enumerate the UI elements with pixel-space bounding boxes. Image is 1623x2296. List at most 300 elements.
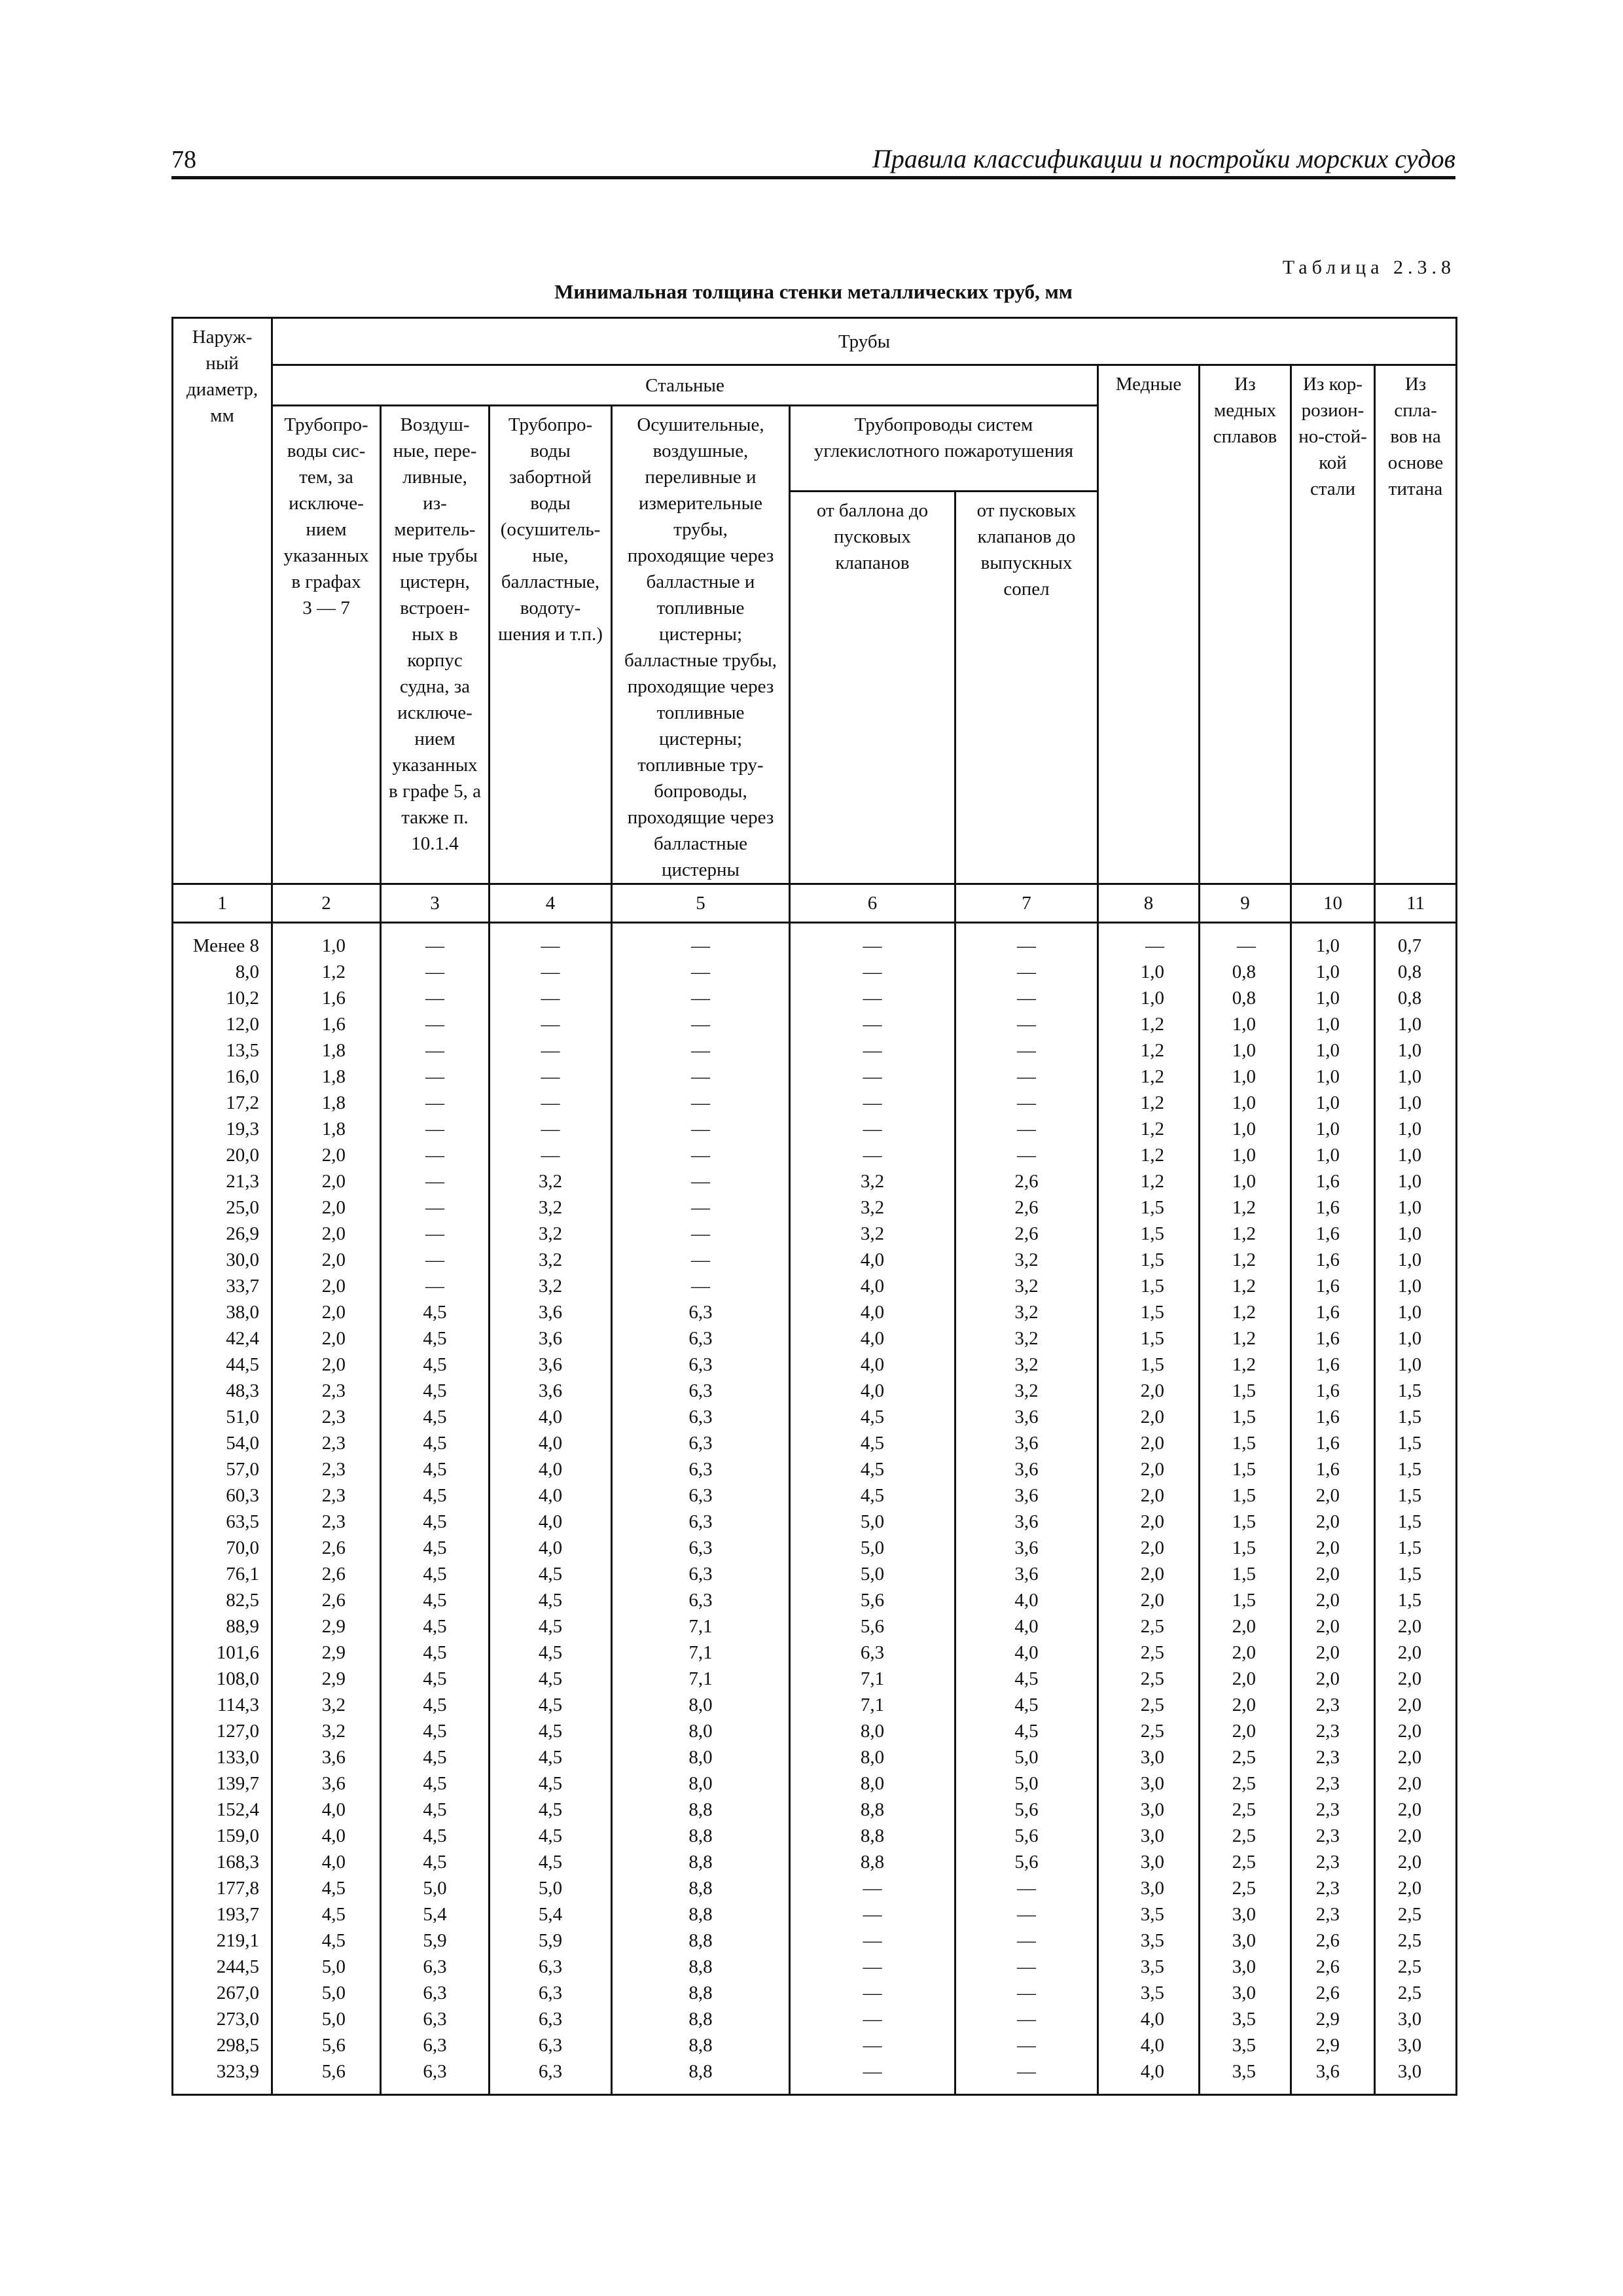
cell-thickness: 1,6 — [1291, 1221, 1375, 1247]
cell-thickness: 4,5 — [490, 1718, 612, 1744]
cell-thickness: 1,5 — [1098, 1352, 1200, 1378]
cell-diameter: 38,0 — [173, 1299, 272, 1325]
cell-thickness: — — [955, 1901, 1098, 1928]
cell-thickness: 1,2 — [1098, 1168, 1200, 1194]
cell-thickness: 1,5 — [1098, 1299, 1200, 1325]
cell-thickness: 1,0 — [1375, 1221, 1457, 1247]
cell-thickness: 2,0 — [1375, 1666, 1457, 1692]
header-line: топливные тру- — [637, 755, 764, 776]
cell-thickness: 1,0 — [1291, 1011, 1375, 1037]
cell-thickness: 4,5 — [381, 1430, 490, 1456]
cell-diameter: 168,3 — [173, 1849, 272, 1875]
cell-thickness: 3,2 — [790, 1194, 955, 1221]
cell-thickness: — — [790, 1090, 955, 1116]
cell-thickness: 3,2 — [955, 1299, 1098, 1325]
cell-thickness: 7,1 — [790, 1692, 955, 1718]
cell-thickness: 5,6 — [272, 2058, 381, 2095]
cell-thickness: 4,5 — [381, 1535, 490, 1561]
cell-thickness: 1,2 — [1098, 1116, 1200, 1142]
table-row — [173, 923, 1457, 960]
cell-diameter: 26,9 — [173, 1221, 272, 1247]
cell-diameter: 25,0 — [173, 1194, 272, 1221]
cell-thickness: 8,8 — [612, 2032, 790, 2058]
cell-thickness: 2,0 — [272, 1352, 381, 1378]
cell-thickness: 1,5 — [1200, 1404, 1291, 1430]
cell-diameter: 101,6 — [173, 1640, 272, 1666]
cell-thickness: 6,3 — [490, 2058, 612, 2095]
cell-diameter: 244,5 — [173, 1954, 272, 1980]
cell-thickness: 1,0 — [1200, 1064, 1291, 1090]
header-co2-systems — [790, 406, 1098, 492]
cell-thickness: 2,0 — [1098, 1456, 1200, 1482]
cell-thickness: 2,0 — [1375, 1823, 1457, 1849]
header-line: топливные — [656, 598, 745, 619]
header-line: Наруж- — [192, 327, 253, 348]
cell-thickness: 2,3 — [272, 1456, 381, 1482]
header-line: ный — [205, 353, 239, 374]
cell-thickness: 4,5 — [381, 1770, 490, 1797]
cell-thickness: 6,3 — [612, 1325, 790, 1352]
cell-thickness: 2,5 — [1098, 1666, 1200, 1692]
header-line: из- — [423, 493, 447, 514]
cell-thickness: 2,0 — [1098, 1378, 1200, 1404]
cell-thickness: — — [490, 923, 612, 960]
cell-diameter: 114,3 — [173, 1692, 272, 1718]
table-row — [173, 1011, 1457, 1037]
cell-thickness: 2,9 — [1291, 2032, 1375, 2058]
cell-thickness: 2,3 — [1291, 1875, 1375, 1901]
cell-thickness: 4,5 — [490, 1640, 612, 1666]
header-line: корпус — [407, 650, 463, 671]
cell-diameter: 57,0 — [173, 1456, 272, 1482]
table-row — [173, 1168, 1457, 1194]
header-line: Воздуш- — [400, 414, 470, 435]
table-row — [173, 1247, 1457, 1273]
cell-thickness: — — [955, 2006, 1098, 2032]
cell-thickness: 2,0 — [1098, 1587, 1200, 1613]
header-line: бопроводы, — [654, 781, 747, 802]
cell-thickness: 2,3 — [1291, 1718, 1375, 1744]
header-line: воды — [530, 440, 571, 461]
cell-thickness: — — [612, 1090, 790, 1116]
cell-thickness: 2,9 — [272, 1666, 381, 1692]
cell-thickness: — — [790, 959, 955, 985]
table-title: Минимальная толщина стенки металлических труб, мм — [554, 280, 1073, 303]
header-line: сплавов — [1213, 426, 1277, 447]
cell-thickness: 1,5 — [1200, 1378, 1291, 1404]
cell-thickness: 5,6 — [955, 1849, 1098, 1875]
header-line: указанных — [392, 755, 478, 776]
table-row — [173, 1875, 1457, 1901]
cell-thickness: 3,5 — [1200, 2058, 1291, 2095]
cell-thickness: 8,8 — [790, 1797, 955, 1823]
cell-thickness: 6,3 — [490, 1980, 612, 2006]
cell-thickness: 5,6 — [272, 2032, 381, 2058]
cell-diameter: 76,1 — [173, 1561, 272, 1587]
header-line: воды сис- — [287, 440, 366, 461]
cell-thickness: — — [955, 985, 1098, 1011]
cell-thickness: 2,0 — [1375, 1770, 1457, 1797]
cell-thickness: 3,0 — [1098, 1744, 1200, 1770]
cell-thickness: 5,0 — [955, 1770, 1098, 1797]
cell-diameter: 33,7 — [173, 1273, 272, 1299]
header-line: 10.1.4 — [411, 833, 459, 854]
cell-thickness: 4,0 — [790, 1273, 955, 1299]
table-row — [173, 1037, 1457, 1064]
cell-thickness: 1,0 — [1098, 985, 1200, 1011]
header-line: розион- — [1301, 400, 1364, 421]
table-row — [173, 1509, 1457, 1535]
cell-thickness: 3,0 — [1375, 2058, 1457, 2095]
cell-diameter: 17,2 — [173, 1090, 272, 1116]
cell-thickness: 3,0 — [1375, 2032, 1457, 2058]
cell-thickness: — — [612, 1247, 790, 1273]
header-line: Из — [1404, 374, 1427, 395]
cell-thickness: 4,5 — [490, 1613, 612, 1640]
cell-thickness: 4,5 — [381, 1666, 490, 1692]
cell-thickness: 4,5 — [955, 1692, 1098, 1718]
cell-thickness: 1,0 — [1200, 1090, 1291, 1116]
table-row — [173, 1430, 1457, 1456]
cell-thickness: 1,5 — [1200, 1509, 1291, 1535]
cell-thickness: 1,2 — [1200, 1352, 1291, 1378]
header-line: проходящие через — [627, 807, 774, 828]
cell-thickness: 4,5 — [381, 1849, 490, 1875]
cell-thickness: 2,0 — [1375, 1744, 1457, 1770]
cell-thickness: 2,0 — [1291, 1666, 1375, 1692]
cell-thickness: 8,8 — [612, 2058, 790, 2095]
cell-thickness: 4,5 — [272, 1928, 381, 1954]
cell-thickness: — — [955, 2058, 1098, 2095]
header-line: цистерны — [662, 859, 740, 880]
cell-thickness: 1,5 — [1375, 1509, 1457, 1535]
header-line: в графах — [291, 571, 361, 592]
cell-diameter: 88,9 — [173, 1613, 272, 1640]
cell-thickness: 1,0 — [1375, 1168, 1457, 1194]
header-line: спла- — [1394, 400, 1437, 421]
header-line: трубы, — [673, 519, 728, 540]
cell-thickness: 4,5 — [790, 1456, 955, 1482]
cell-thickness: 5,6 — [955, 1797, 1098, 1823]
cell-thickness: 8,8 — [612, 1980, 790, 2006]
cell-thickness: 4,5 — [955, 1718, 1098, 1744]
cell-thickness: — — [490, 1090, 612, 1116]
cell-thickness: — — [490, 1064, 612, 1090]
cell-thickness: 4,5 — [490, 1744, 612, 1770]
cell-thickness: 1,6 — [1291, 1404, 1375, 1430]
header-line: в графе 5, а — [389, 781, 481, 802]
header-copper: Медные — [1098, 365, 1200, 884]
cell-thickness: 6,3 — [490, 1954, 612, 1980]
cell-thickness: 2,5 — [1098, 1640, 1200, 1666]
cell-diameter: 108,0 — [173, 1666, 272, 1692]
header-col-7 — [955, 491, 1098, 884]
cell-thickness: 4,5 — [790, 1430, 955, 1456]
cell-thickness: — — [955, 2032, 1098, 2058]
cell-thickness: 8,0 — [612, 1744, 790, 1770]
header-line: измерительные — [639, 493, 762, 514]
cell-thickness: 1,6 — [1291, 1352, 1375, 1378]
header-line: исключе- — [289, 493, 364, 514]
cell-thickness: 5,6 — [955, 1823, 1098, 1849]
cell-thickness: 2,9 — [272, 1640, 381, 1666]
cell-thickness: 2,3 — [272, 1509, 381, 1535]
cell-thickness: 1,2 — [1200, 1299, 1291, 1325]
cell-thickness: 5,0 — [955, 1744, 1098, 1770]
table-row — [173, 1482, 1457, 1509]
cell-thickness: 4,5 — [381, 1482, 490, 1509]
column-number: 8 — [1098, 884, 1200, 923]
cell-thickness: 2,5 — [1375, 1901, 1457, 1928]
cell-thickness: 1,0 — [1291, 923, 1375, 960]
cell-thickness: 4,0 — [490, 1430, 612, 1456]
cell-thickness: 2,0 — [272, 1142, 381, 1168]
cell-thickness: 2,0 — [1291, 1613, 1375, 1640]
header-line: Осушительные, — [637, 414, 764, 435]
cell-thickness: 0,8 — [1375, 985, 1457, 1011]
cell-thickness: 5,0 — [790, 1561, 955, 1587]
cell-thickness: 4,5 — [381, 1404, 490, 1430]
cell-thickness: 1,0 — [1375, 1142, 1457, 1168]
cell-thickness: — — [955, 1875, 1098, 1901]
table-row — [173, 1613, 1457, 1640]
cell-thickness: — — [612, 1037, 790, 1064]
cell-thickness: 1,8 — [272, 1037, 381, 1064]
cell-thickness: 6,3 — [612, 1352, 790, 1378]
cell-thickness: — — [490, 1011, 612, 1037]
cell-thickness: 2,0 — [272, 1194, 381, 1221]
header-line: Из кор- — [1303, 374, 1363, 395]
cell-thickness: 2,5 — [1375, 1954, 1457, 1980]
cell-thickness: 2,0 — [272, 1221, 381, 1247]
cell-thickness: 2,5 — [1098, 1718, 1200, 1744]
header-rule — [171, 176, 1455, 179]
cell-diameter: 30,0 — [173, 1247, 272, 1273]
cell-diameter: 298,5 — [173, 2032, 272, 2058]
table-row — [173, 1535, 1457, 1561]
cell-thickness: 4,5 — [490, 1587, 612, 1613]
cell-diameter: Менее 8 — [173, 923, 272, 960]
cell-thickness: 6,3 — [490, 2006, 612, 2032]
cell-thickness: 1,5 — [1375, 1535, 1457, 1561]
cell-thickness: 5,0 — [790, 1509, 955, 1535]
cell-thickness: — — [790, 923, 955, 960]
cell-thickness: — — [381, 923, 490, 960]
cell-thickness: — — [955, 959, 1098, 985]
header-line: нием — [306, 519, 347, 540]
header-line: нием — [414, 728, 455, 749]
cell-thickness: 3,6 — [955, 1561, 1098, 1587]
cell-thickness: 3,5 — [1098, 1954, 1200, 1980]
cell-thickness: 4,0 — [490, 1404, 612, 1430]
table-row — [173, 1194, 1457, 1221]
header-line: кой — [1319, 452, 1347, 473]
cell-thickness: 3,6 — [955, 1535, 1098, 1561]
wall-thickness-table — [171, 317, 1457, 2096]
cell-thickness: 6,3 — [612, 1456, 790, 1482]
cell-thickness: 1,6 — [1291, 1273, 1375, 1299]
header-col-2 — [272, 406, 381, 884]
cell-thickness: 1,0 — [1200, 1011, 1291, 1037]
header-line: клапанов до — [977, 526, 1076, 547]
header-line: основе — [1387, 452, 1444, 473]
cell-thickness: 2,0 — [1375, 1875, 1457, 1901]
cell-thickness: 4,5 — [490, 1823, 612, 1849]
cell-thickness: 4,0 — [490, 1509, 612, 1535]
cell-diameter: 54,0 — [173, 1430, 272, 1456]
cell-thickness: — — [955, 1954, 1098, 1980]
header-line: воды — [530, 493, 571, 514]
cell-thickness: 4,5 — [790, 1482, 955, 1509]
cell-thickness: 1,8 — [272, 1064, 381, 1090]
cell-thickness: 1,0 — [1375, 1194, 1457, 1221]
header-line: балластные, — [501, 571, 600, 592]
header-line: тем, за — [299, 467, 353, 488]
header-line: диаметр, — [186, 379, 259, 400]
cell-thickness: 3,6 — [955, 1430, 1098, 1456]
cell-thickness: 6,3 — [612, 1561, 790, 1587]
cell-thickness: 6,3 — [612, 1587, 790, 1613]
cell-thickness: 3,6 — [272, 1770, 381, 1797]
cell-thickness: 3,5 — [1200, 2032, 1291, 2058]
column-number: 4 — [490, 884, 612, 923]
cell-thickness: 6,3 — [612, 1404, 790, 1430]
header-line: от баллона до — [816, 499, 929, 521]
cell-thickness: 4,0 — [955, 1587, 1098, 1613]
cell-thickness: 3,5 — [1098, 1901, 1200, 1928]
cell-thickness: 1,6 — [1291, 1299, 1375, 1325]
cell-thickness: — — [955, 1142, 1098, 1168]
cell-thickness: 2,0 — [1200, 1613, 1291, 1640]
cell-thickness: 4,5 — [381, 1823, 490, 1849]
cell-thickness: 2,6 — [955, 1221, 1098, 1247]
header-line: ливные, — [402, 467, 467, 488]
cell-thickness: 0,8 — [1200, 959, 1291, 985]
table-row — [173, 1273, 1457, 1299]
column-numbers-row — [173, 884, 1457, 923]
cell-thickness: — — [381, 1194, 490, 1221]
cell-thickness: 2,0 — [1291, 1561, 1375, 1587]
header-line: сопел — [1003, 578, 1050, 600]
cell-thickness: — — [381, 1011, 490, 1037]
cell-thickness: — — [490, 1142, 612, 1168]
cell-thickness: 3,0 — [1200, 1928, 1291, 1954]
cell-thickness: 2,3 — [272, 1430, 381, 1456]
cell-thickness: 1,0 — [272, 923, 381, 960]
cell-thickness: 7,1 — [612, 1613, 790, 1640]
cell-thickness: 3,0 — [1098, 1823, 1200, 1849]
table-row — [173, 1064, 1457, 1090]
header-line: клапанов — [835, 552, 910, 573]
table-row — [173, 1587, 1457, 1613]
cell-thickness: — — [955, 1064, 1098, 1090]
cell-thickness: 8,8 — [612, 2006, 790, 2032]
header-line: Трубопро- — [284, 414, 368, 435]
cell-thickness: 1,5 — [1375, 1456, 1457, 1482]
cell-thickness: 2,0 — [1291, 1509, 1375, 1535]
cell-diameter: 139,7 — [173, 1770, 272, 1797]
cell-thickness: 1,0 — [1291, 1090, 1375, 1116]
cell-diameter: 8,0 — [173, 959, 272, 985]
cell-thickness: 3,6 — [955, 1456, 1098, 1482]
cell-thickness: 1,5 — [1375, 1587, 1457, 1613]
cell-thickness: 5,0 — [490, 1875, 612, 1901]
header-steel: Стальные — [272, 365, 1098, 406]
table-row — [173, 1325, 1457, 1352]
cell-thickness: 4,5 — [490, 1797, 612, 1823]
cell-thickness: 1,6 — [1291, 1194, 1375, 1221]
cell-thickness: — — [790, 1875, 955, 1901]
cell-thickness: — — [612, 985, 790, 1011]
cell-thickness: 8,8 — [790, 1849, 955, 1875]
header-line: ные трубы — [392, 545, 478, 566]
table-row — [173, 985, 1457, 1011]
table-row — [173, 1090, 1457, 1116]
cell-thickness: 1,8 — [272, 1090, 381, 1116]
cell-thickness: 2,5 — [1375, 1980, 1457, 2006]
cell-thickness: 3,6 — [490, 1299, 612, 1325]
cell-thickness: 2,0 — [1098, 1430, 1200, 1456]
cell-thickness: 7,1 — [612, 1666, 790, 1692]
cell-thickness: 1,0 — [1375, 1116, 1457, 1142]
cell-thickness: — — [790, 1901, 955, 1928]
header-stainless-steel — [1291, 365, 1375, 884]
cell-thickness: 4,5 — [381, 1797, 490, 1823]
cell-thickness: 8,0 — [790, 1770, 955, 1797]
cell-thickness: 4,0 — [955, 1640, 1098, 1666]
cell-thickness: 3,2 — [490, 1221, 612, 1247]
cell-thickness: 3,2 — [272, 1718, 381, 1744]
cell-thickness: 1,6 — [1291, 1168, 1375, 1194]
cell-thickness: 1,5 — [1098, 1247, 1200, 1273]
cell-thickness: — — [790, 1928, 955, 1954]
header-line: меритель- — [394, 519, 476, 540]
cell-thickness: 2,6 — [955, 1194, 1098, 1221]
cell-thickness: 3,2 — [490, 1194, 612, 1221]
cell-thickness: — — [955, 1011, 1098, 1037]
cell-thickness: 4,0 — [790, 1325, 955, 1352]
cell-thickness: 2,0 — [1375, 1692, 1457, 1718]
cell-thickness: 3,0 — [1098, 1849, 1200, 1875]
cell-thickness: 3,6 — [1291, 2058, 1375, 2095]
cell-thickness: 4,5 — [381, 1561, 490, 1587]
cell-thickness: — — [612, 1064, 790, 1090]
cell-diameter: 48,3 — [173, 1378, 272, 1404]
cell-thickness: 2,5 — [1375, 1928, 1457, 1954]
cell-diameter: 193,7 — [173, 1901, 272, 1928]
header-line: вов на — [1390, 426, 1441, 447]
header-line: судна, за — [399, 676, 471, 697]
cell-thickness: — — [955, 1928, 1098, 1954]
cell-thickness: 8,8 — [612, 1901, 790, 1928]
column-number: 10 — [1291, 884, 1375, 923]
cell-thickness: 6,3 — [612, 1299, 790, 1325]
cell-thickness: — — [381, 1116, 490, 1142]
cell-thickness: 4,5 — [381, 1718, 490, 1744]
cell-thickness: 2,3 — [1291, 1692, 1375, 1718]
cell-thickness: 2,5 — [1200, 1849, 1291, 1875]
cell-thickness: 5,9 — [490, 1928, 612, 1954]
cell-thickness: 1,5 — [1200, 1430, 1291, 1456]
header-line: мм — [210, 405, 234, 426]
cell-thickness: 1,0 — [1291, 1037, 1375, 1064]
cell-thickness: — — [790, 1064, 955, 1090]
cell-diameter: 267,0 — [173, 1980, 272, 2006]
cell-thickness: 3,2 — [790, 1221, 955, 1247]
cell-diameter: 51,0 — [173, 1404, 272, 1430]
cell-thickness: 1,0 — [1200, 1142, 1291, 1168]
cell-thickness: — — [955, 1090, 1098, 1116]
